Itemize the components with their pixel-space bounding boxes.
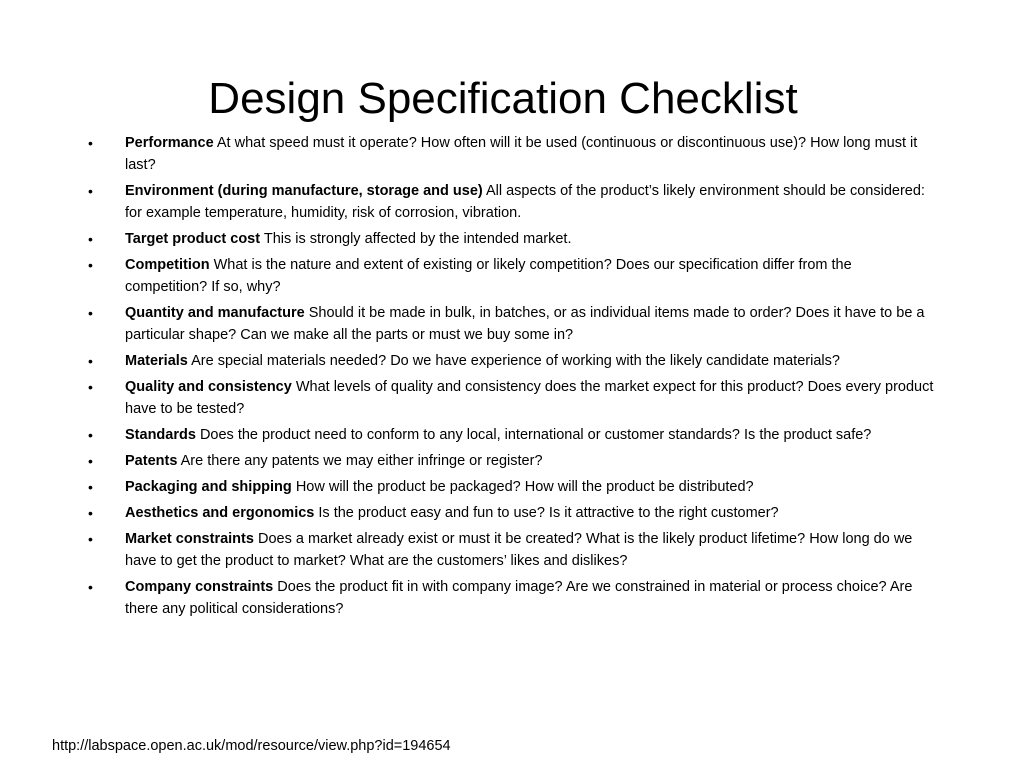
item-text: At what speed must it operate? How often will it be used (continuous or discontinuous use)? How long must it last? [125,135,918,173]
item-text: All aspects of the product’s likely environment should be considered: for example temperature, humidity, risk of corrosion, vibration. [125,183,925,221]
item-text: What is the nature and extent of existing or likely competition? Does our specification differ from the competition? If so, why? [125,257,852,295]
bullet: • [88,257,93,273]
bullet: • [88,379,93,395]
item-term: Competition [125,257,210,273]
item-text: Does the product fit in with company image? Are we constrained in material or process choice? Are there any political considerations? [125,579,913,617]
item-text: Are special materials needed? Do we have experience of working with the likely candidate materials? [191,353,840,369]
item-text: Does a market already exist or must it be created? What is the likely product lifetime? How long do we have to get the product to market? What are the customers’ likes and dislikes? [125,531,913,569]
item-term: Target product cost [125,231,261,247]
item-term: Aesthetics and ergonomics [125,505,315,521]
item-term: Quality and consistency [125,379,292,395]
item-term: Materials [125,353,188,369]
checklist-item-standards [82,424,934,446]
item-term: Environment (during manufacture, storage and use) [125,183,483,199]
item-text: How will the product be packaged? How will the product be distributed? [295,479,754,495]
checklist-item-competition [82,254,934,298]
bullet: • [88,135,93,151]
item-text: Should it be made in bulk, in batches, or as individual items made to order? Does it have to be a particular shape? Can we make all the parts or must we buy some in? [125,305,925,343]
checklist-item-market-constraints [82,528,934,572]
bullet: • [88,479,93,495]
item-term: Company constraints [125,579,274,595]
checklist-item-quantity-and-manufacture [82,302,934,346]
checklist-item-environment [82,180,934,224]
item-text: This is strongly affected by the intended market. [263,231,572,247]
checklist-item-target-product-cost [82,228,934,250]
item-text: Does the product need to conform to any local, international or customer standards? Is the product safe? [199,427,872,443]
checklist-item-quality-and-consistency [82,376,934,420]
bullet: • [88,453,93,469]
checklist-item-materials [82,350,934,372]
item-term: Performance [125,135,214,151]
checklist-item-performance [82,132,934,176]
item-text: Is the product easy and fun to use? Is it attractive to the right customer? [318,505,779,521]
item-text: Are there any patents we may either infringe or register? [180,453,543,469]
source-url: http://labspace.open.ac.uk/mod/resource/view.php?id=194654 [52,738,451,754]
checklist-item-aesthetics-and-ergonomics [82,502,934,524]
bullet: • [88,231,93,247]
checklist-item-company-constraints [82,576,934,620]
bullet: • [88,505,93,521]
bullet: • [88,183,93,199]
checklist-item-packaging-and-shipping [82,476,934,498]
item-text: What levels of quality and consistency does the market expect for this product? Does every product have to be tested? [125,379,934,417]
checklist [82,132,934,624]
item-term: Market constraints [125,531,254,547]
checklist-item-patents [82,450,934,472]
slide-title: Design Specification Checklist [208,74,798,123]
item-term: Quantity and manufacture [125,305,305,321]
item-term: Packaging and shipping [125,479,292,495]
bullet: • [88,305,93,321]
bullet: • [88,353,93,369]
item-term: Standards [125,427,196,443]
bullet: • [88,579,93,595]
bullet: • [88,531,93,547]
item-term: Patents [125,453,178,469]
bullet: • [88,427,93,443]
